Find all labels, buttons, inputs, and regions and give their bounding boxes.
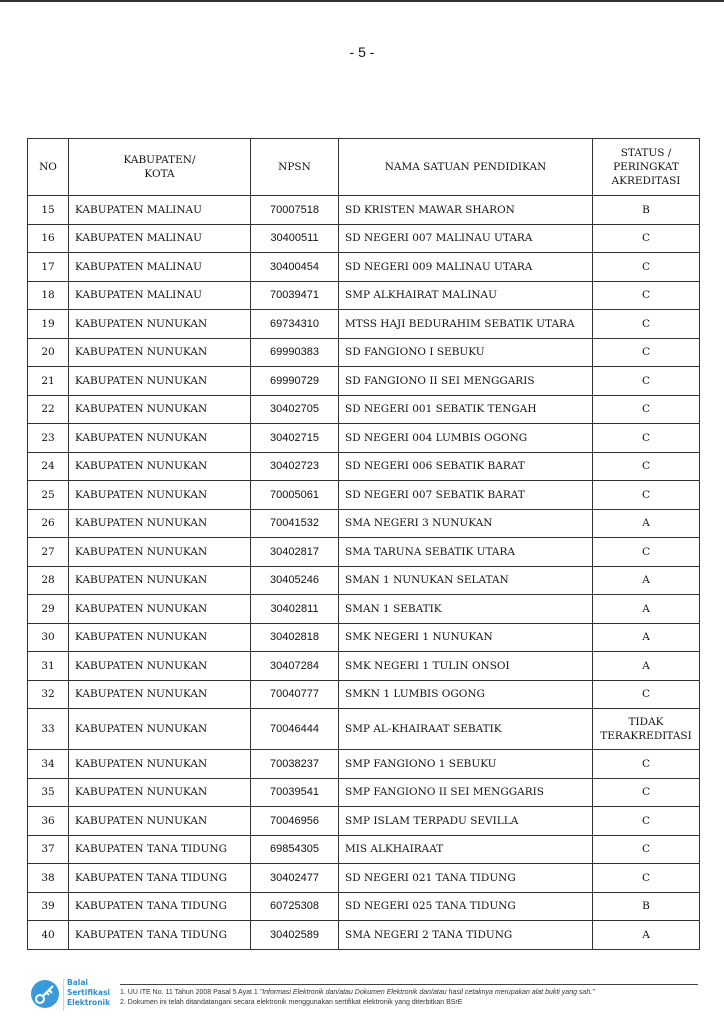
cell-npsn: 30402811 (251, 595, 339, 624)
cell-kabupaten: KABUPATEN TANA TIDUNG (69, 892, 251, 921)
table-row (28, 892, 700, 921)
logo-text (67, 978, 110, 1008)
cell-status: C (593, 750, 700, 779)
cell-status: C (593, 310, 700, 339)
table-row (28, 452, 700, 481)
cell-npsn: 60725308 (251, 892, 339, 921)
cell-kabupaten: KABUPATEN NUNUKAN (69, 709, 251, 750)
cell-kabupaten: KABUPATEN NUNUKAN (69, 680, 251, 709)
cell-status: A (593, 623, 700, 652)
cell-status: C (593, 367, 700, 396)
cell-no: 17 (28, 253, 69, 282)
table-row (28, 623, 700, 652)
cell-status: C (593, 452, 700, 481)
cell-status: C (593, 338, 700, 367)
cell-status: C (593, 864, 700, 893)
table-row (28, 807, 700, 836)
cell-nama: SMA NEGERI 2 TANA TIDUNG (339, 921, 593, 950)
table-header-row (28, 139, 700, 196)
cell-kabupaten: KABUPATEN NUNUKAN (69, 566, 251, 595)
cell-nama: SMAN 1 SEBATIK (339, 595, 593, 624)
cell-nama: SMK NEGERI 1 TULIN ONSOI (339, 652, 593, 681)
cell-npsn: 30402723 (251, 452, 339, 481)
table-row (28, 835, 700, 864)
cell-no: 26 (28, 509, 69, 538)
cell-no: 37 (28, 835, 69, 864)
cell-npsn: 30400511 (251, 224, 339, 253)
cell-kabupaten: KABUPATEN NUNUKAN (69, 424, 251, 453)
cell-nama: SMP FANGIONO 1 SEBUKU (339, 750, 593, 779)
cell-status: A (593, 509, 700, 538)
table-row (28, 652, 700, 681)
table-row (28, 595, 700, 624)
cell-status: C (593, 481, 700, 510)
cell-npsn: 69854305 (251, 835, 339, 864)
table-row (28, 509, 700, 538)
header-status-line2: PERINGKAT (613, 161, 679, 173)
table-row (28, 310, 700, 339)
cell-no: 33 (28, 709, 69, 750)
status-line1: TIDAK (628, 716, 664, 728)
cell-nama: SD FANGIONO I SEBUKU (339, 338, 593, 367)
cell-no: 18 (28, 281, 69, 310)
bsre-logo (28, 978, 116, 1014)
footer-note-1-quote: "Informasi Elektronik dan/atau Dokumen Elektronik dan/atau hasil cetaknya merupakan alat bukti yang sah." (259, 989, 595, 996)
logo-line1: Balai (67, 978, 88, 987)
header-status-line1: STATUS / (620, 147, 672, 159)
cell-kabupaten: KABUPATEN NUNUKAN (69, 807, 251, 836)
cell-nama: SMAN 1 NUNUKAN SELATAN (339, 566, 593, 595)
table-row (28, 864, 700, 893)
cell-nama: SD NEGERI 001 SEBATIK TENGAH (339, 395, 593, 424)
cell-npsn: 70005061 (251, 481, 339, 510)
footer-note-1-prefix: 1. UU ITE No. 11 Tahun 2008 Pasal 5 Ayat 1 (120, 989, 260, 996)
cell-nama: SD NEGERI 025 TANA TIDUNG (339, 892, 593, 921)
cell-npsn: 69734310 (251, 310, 339, 339)
table-row (28, 778, 700, 807)
cell-status: C (593, 538, 700, 567)
key-icon (31, 980, 59, 1008)
cell-nama: SD NEGERI 021 TANA TIDUNG (339, 864, 593, 893)
cell-npsn: 30400454 (251, 253, 339, 282)
logo-line2: Sertifikasi (67, 988, 110, 997)
cell-nama: SMP ISLAM TERPADU SEVILLA (339, 807, 593, 836)
cell-npsn: 69990729 (251, 367, 339, 396)
cell-nama: SMP AL-KHAIRAAT SEBATIK (339, 709, 593, 750)
table-row (28, 750, 700, 779)
cell-npsn: 70041532 (251, 509, 339, 538)
cell-no: 29 (28, 595, 69, 624)
cell-nama: SD FANGIONO II SEI MENGGARIS (339, 367, 593, 396)
cell-kabupaten: KABUPATEN NUNUKAN (69, 778, 251, 807)
cell-no: 27 (28, 538, 69, 567)
top-border (0, 0, 724, 2)
cell-npsn: 70039541 (251, 778, 339, 807)
header-no: NO (28, 139, 69, 196)
cell-no: 24 (28, 452, 69, 481)
header-status-line3: AKREDITASI (611, 175, 681, 187)
footer (28, 978, 698, 1014)
table-row (28, 566, 700, 595)
cell-status: C (593, 835, 700, 864)
cell-nama: SMK NEGERI 1 NUNUKAN (339, 623, 593, 652)
cell-nama: SMKN 1 LUMBIS OGONG (339, 680, 593, 709)
page-number: - 5 - (349, 44, 375, 60)
cell-no: 30 (28, 623, 69, 652)
cell-no: 20 (28, 338, 69, 367)
cell-status: C (593, 281, 700, 310)
cell-no: 34 (28, 750, 69, 779)
accreditation-table (27, 138, 700, 950)
footer-note-2: 2. Dokumen ini telah ditandatangani secara elektronik menggunakan sertifikat elektronik yang diterbitkan BSrE (120, 999, 463, 1006)
cell-npsn: 70038237 (251, 750, 339, 779)
header-kabupaten-line1: KABUPATEN/ (123, 154, 196, 166)
cell-no: 19 (28, 310, 69, 339)
cell-npsn: 30402817 (251, 538, 339, 567)
cell-nama: SMP FANGIONO II SEI MENGGARIS (339, 778, 593, 807)
cell-no: 38 (28, 864, 69, 893)
cell-nama: SMP ALKHAIRAT MALINAU (339, 281, 593, 310)
cell-npsn: 69990383 (251, 338, 339, 367)
cell-status: C (593, 395, 700, 424)
cell-kabupaten: KABUPATEN NUNUKAN (69, 452, 251, 481)
cell-npsn: 30402705 (251, 395, 339, 424)
cell-status: B (593, 196, 700, 225)
cell-kabupaten: KABUPATEN NUNUKAN (69, 338, 251, 367)
table-row (28, 196, 700, 225)
cell-kabupaten: KABUPATEN MALINAU (69, 196, 251, 225)
header-npsn: NPSN (251, 139, 339, 196)
cell-nama: SD NEGERI 007 MALINAU UTARA (339, 224, 593, 253)
cell-status: A (593, 652, 700, 681)
table-row (28, 367, 700, 396)
cell-kabupaten: KABUPATEN MALINAU (69, 224, 251, 253)
cell-nama: SD NEGERI 007 SEBATIK BARAT (339, 481, 593, 510)
cell-no: 36 (28, 807, 69, 836)
cell-no: 25 (28, 481, 69, 510)
header-kabupaten-line2: KOTA (144, 168, 175, 180)
cell-kabupaten: KABUPATEN TANA TIDUNG (69, 864, 251, 893)
cell-npsn: 30402477 (251, 864, 339, 893)
cell-kabupaten: KABUPATEN NUNUKAN (69, 652, 251, 681)
table-row (28, 281, 700, 310)
table-row (28, 538, 700, 567)
cell-kabupaten: KABUPATEN MALINAU (69, 281, 251, 310)
table-row (28, 224, 700, 253)
cell-kabupaten: KABUPATEN NUNUKAN (69, 538, 251, 567)
footer-divider (120, 984, 698, 985)
cell-status: B (593, 892, 700, 921)
cell-no: 32 (28, 680, 69, 709)
table-row (28, 481, 700, 510)
cell-status (593, 709, 700, 750)
cell-nama: SD NEGERI 004 LUMBIS OGONG (339, 424, 593, 453)
cell-npsn: 70046444 (251, 709, 339, 750)
footer-note-1 (120, 988, 595, 998)
cell-nama: SMA TARUNA SEBATIK UTARA (339, 538, 593, 567)
cell-no: 21 (28, 367, 69, 396)
cell-kabupaten: KABUPATEN NUNUKAN (69, 509, 251, 538)
cell-status: A (593, 595, 700, 624)
cell-kabupaten: KABUPATEN NUNUKAN (69, 595, 251, 624)
logo-divider (63, 979, 64, 1011)
cell-nama: SMA NEGERI 3 NUNUKAN (339, 509, 593, 538)
cell-npsn: 30402715 (251, 424, 339, 453)
cell-status: C (593, 253, 700, 282)
cell-status: C (593, 680, 700, 709)
cell-status: C (593, 224, 700, 253)
cell-status: C (593, 424, 700, 453)
cell-no: 31 (28, 652, 69, 681)
table-row (28, 395, 700, 424)
cell-kabupaten: KABUPATEN NUNUKAN (69, 481, 251, 510)
cell-npsn: 70046956 (251, 807, 339, 836)
cell-kabupaten: KABUPATEN TANA TIDUNG (69, 835, 251, 864)
cell-kabupaten: KABUPATEN MALINAU (69, 253, 251, 282)
cell-no: 23 (28, 424, 69, 453)
table-row (28, 680, 700, 709)
cell-nama: SD NEGERI 006 SEBATIK BARAT (339, 452, 593, 481)
cell-nama: MIS ALKHAIRAAT (339, 835, 593, 864)
cell-npsn: 70007518 (251, 196, 339, 225)
cell-kabupaten: KABUPATEN NUNUKAN (69, 367, 251, 396)
cell-kabupaten: KABUPATEN TANA TIDUNG (69, 921, 251, 950)
cell-kabupaten: KABUPATEN NUNUKAN (69, 310, 251, 339)
cell-no: 16 (28, 224, 69, 253)
status-line2: TERAKREDITASI (600, 730, 692, 742)
cell-no: 39 (28, 892, 69, 921)
cell-npsn: 30402589 (251, 921, 339, 950)
table-row (28, 253, 700, 282)
cell-nama: SD KRISTEN MAWAR SHARON (339, 196, 593, 225)
cell-status: A (593, 566, 700, 595)
logo-line3: Elektronik (67, 998, 111, 1007)
table-row (28, 709, 700, 750)
footer-notes (120, 988, 595, 1008)
cell-no: 40 (28, 921, 69, 950)
cell-npsn: 30405246 (251, 566, 339, 595)
header-status (593, 139, 700, 196)
cell-nama: MTSS HAJI BEDURAHIM SEBATIK UTARA (339, 310, 593, 339)
cell-npsn: 70040777 (251, 680, 339, 709)
cell-kabupaten: KABUPATEN NUNUKAN (69, 623, 251, 652)
cell-nama: SD NEGERI 009 MALINAU UTARA (339, 253, 593, 282)
cell-no: 22 (28, 395, 69, 424)
cell-kabupaten: KABUPATEN NUNUKAN (69, 395, 251, 424)
cell-npsn: 30407284 (251, 652, 339, 681)
header-kabupaten (69, 139, 251, 196)
cell-no: 15 (28, 196, 69, 225)
cell-no: 35 (28, 778, 69, 807)
cell-status: C (593, 807, 700, 836)
cell-status: C (593, 778, 700, 807)
table-row (28, 921, 700, 950)
cell-npsn: 70039471 (251, 281, 339, 310)
table-row (28, 424, 700, 453)
table-row (28, 338, 700, 367)
cell-kabupaten: KABUPATEN NUNUKAN (69, 750, 251, 779)
cell-status: A (593, 921, 700, 950)
cell-npsn: 30402818 (251, 623, 339, 652)
header-nama: NAMA SATUAN PENDIDIKAN (339, 139, 593, 196)
cell-no: 28 (28, 566, 69, 595)
